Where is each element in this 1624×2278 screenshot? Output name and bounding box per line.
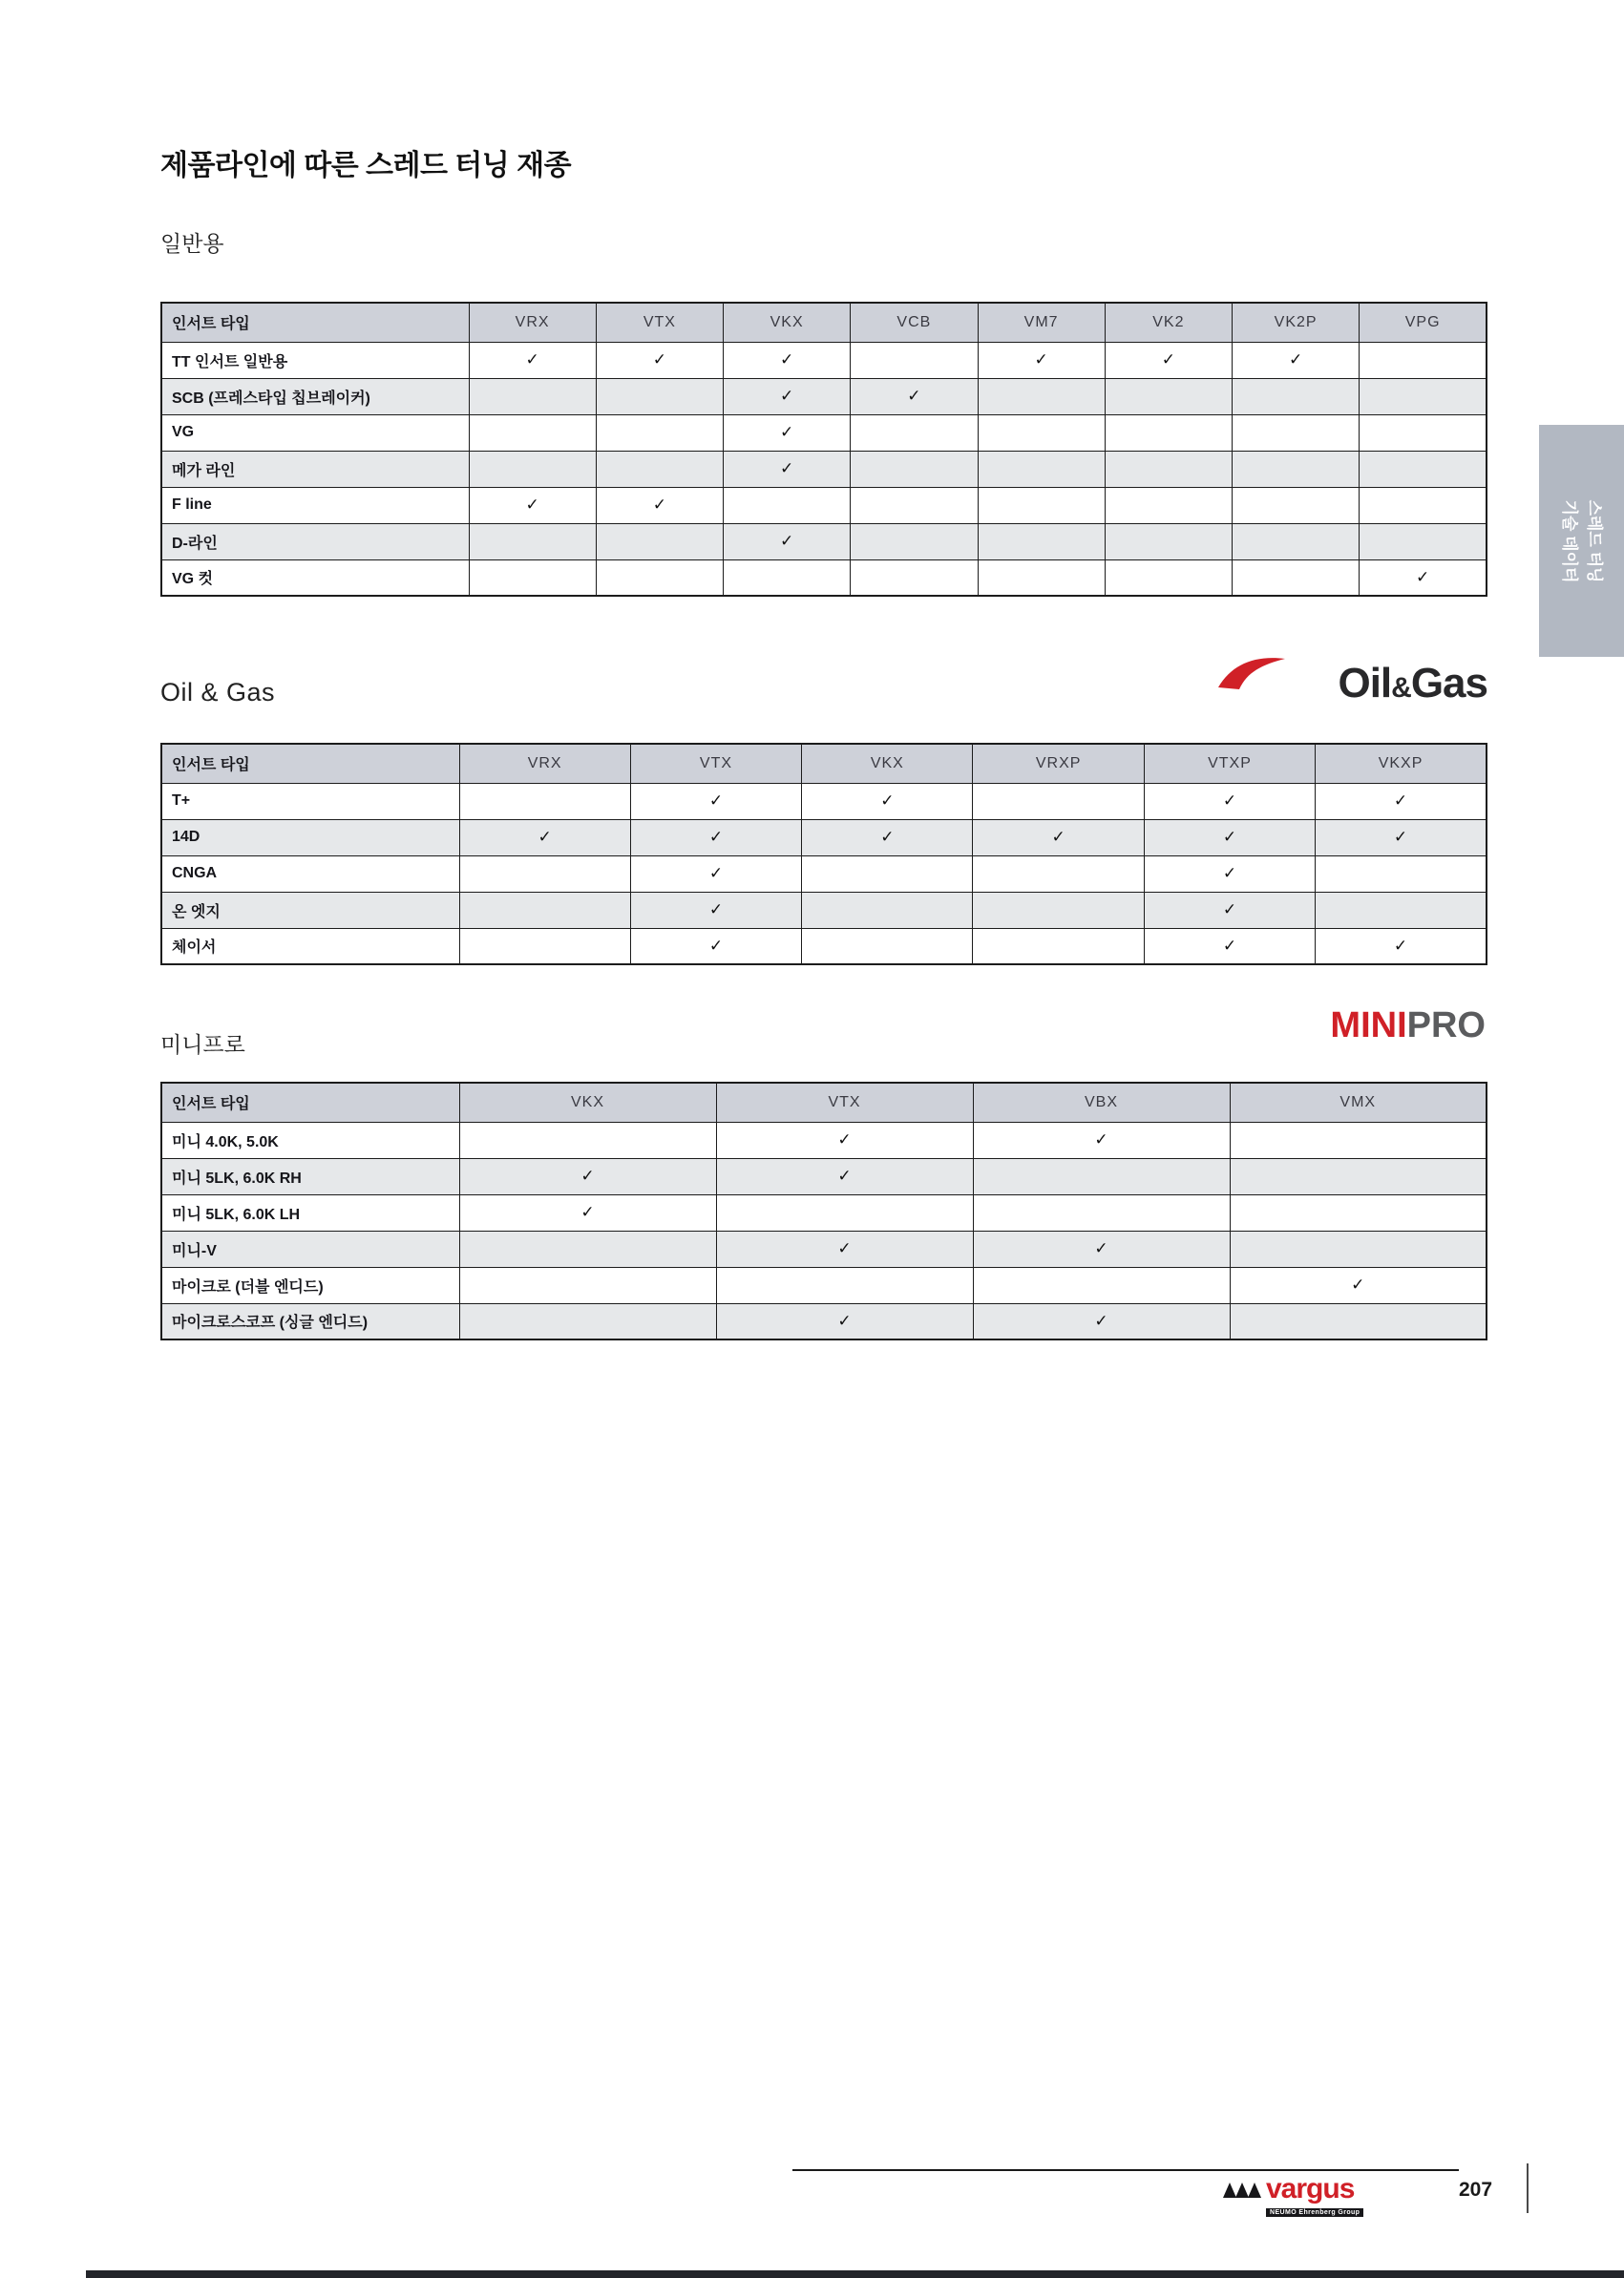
row-label: 미니 5LK, 6.0K RH [161, 1158, 459, 1194]
row-label: 미니 4.0K, 5.0K [161, 1122, 459, 1158]
check-cell: ✓ [724, 342, 851, 378]
column-header-vkx: VKX [459, 1083, 716, 1122]
table-row [161, 1267, 1487, 1303]
table-row [161, 1194, 1487, 1231]
empty-cell [1233, 487, 1360, 523]
empty-cell [596, 378, 723, 414]
section-title-minipro: 미니프로 [160, 1032, 245, 1057]
empty-cell [716, 1194, 973, 1231]
empty-cell [1105, 559, 1232, 596]
empty-cell [978, 414, 1105, 451]
check-cell: ✓ [851, 378, 978, 414]
section-title-oil-gas: Oil & Gas [160, 678, 276, 707]
empty-cell [1233, 451, 1360, 487]
empty-cell [851, 342, 978, 378]
column-header-vtx: VTX [630, 744, 801, 783]
check-cell: ✓ [973, 819, 1144, 855]
table-host-minipro [160, 1082, 1487, 1340]
empty-cell [851, 487, 978, 523]
oil-and-gas-logo [1211, 657, 1487, 714]
empty-cell [1105, 523, 1232, 559]
check-cell: ✓ [973, 1122, 1230, 1158]
empty-cell [1233, 414, 1360, 451]
row-label: CNGA [161, 855, 459, 892]
empty-cell [469, 378, 596, 414]
empty-cell [973, 783, 1144, 819]
empty-cell [459, 1267, 716, 1303]
vargus-sub-label: NEUMO Ehrenberg Group [1266, 2208, 1363, 2217]
column-header-vtx: VTX [596, 303, 723, 342]
check-cell: ✓ [802, 819, 973, 855]
check-cell: ✓ [978, 342, 1105, 378]
page-title: 제품라인에 따른 스레드 터닝 재종 [160, 150, 572, 181]
check-cell: ✓ [459, 819, 630, 855]
empty-cell [1105, 451, 1232, 487]
footer-rule [792, 2169, 1459, 2171]
column-header-vrx: VRX [469, 303, 596, 342]
check-cell: ✓ [716, 1122, 973, 1158]
empty-cell [802, 892, 973, 928]
row-label: VG [161, 414, 469, 451]
empty-cell [459, 1231, 716, 1267]
table-general [160, 302, 1487, 597]
column-header-vkxp: VKXP [1316, 744, 1487, 783]
side-tab-thread-turning-tech-data [1539, 425, 1624, 657]
check-cell: ✓ [1316, 819, 1487, 855]
column-header-vbx: VBX [973, 1083, 1230, 1122]
column-header-vmx: VMX [1230, 1083, 1487, 1122]
column-header-vcb: VCB [851, 303, 978, 342]
row-label: 마이크로스코프 (싱글 엔디드) [161, 1303, 459, 1339]
side-tab-line2: 기술 데이터 [1560, 499, 1579, 582]
side-tab-line1: 스레드 터닝 [1585, 499, 1603, 582]
empty-cell [1360, 487, 1487, 523]
table-row [161, 1122, 1487, 1158]
empty-cell [1233, 559, 1360, 596]
empty-cell [1233, 523, 1360, 559]
empty-cell [978, 559, 1105, 596]
empty-cell [802, 928, 973, 964]
empty-cell [724, 559, 851, 596]
oil-gas-logo-amp: & [1391, 672, 1411, 704]
table-row [161, 892, 1487, 928]
empty-cell [1233, 378, 1360, 414]
row-label: TT 인서트 일반용 [161, 342, 469, 378]
check-cell: ✓ [1144, 928, 1315, 964]
check-cell: ✓ [716, 1158, 973, 1194]
check-cell: ✓ [724, 523, 851, 559]
check-cell: ✓ [724, 414, 851, 451]
minipro-logo [1226, 1004, 1486, 1048]
empty-cell [973, 1194, 1230, 1231]
empty-cell [973, 1267, 1230, 1303]
empty-cell [596, 414, 723, 451]
row-label: 미니-V [161, 1231, 459, 1267]
column-header-vk2: VK2 [1105, 303, 1232, 342]
row-label: 미니 5LK, 6.0K LH [161, 1194, 459, 1231]
column-header-vkx: VKX [724, 303, 851, 342]
table-row [161, 342, 1487, 378]
empty-cell [469, 414, 596, 451]
row-label: T+ [161, 783, 459, 819]
row-label: 체이서 [161, 928, 459, 964]
check-cell: ✓ [716, 1303, 973, 1339]
empty-cell [1105, 414, 1232, 451]
column-header-vrx: VRX [459, 744, 630, 783]
row-label: 14D [161, 819, 459, 855]
empty-cell [716, 1267, 973, 1303]
minipro-logo-part1: MINI [1330, 1005, 1407, 1045]
section-title-general: 일반용 [160, 231, 224, 256]
table-row [161, 855, 1487, 892]
empty-cell [973, 892, 1144, 928]
empty-cell [469, 523, 596, 559]
check-cell: ✓ [1105, 342, 1232, 378]
oil-gas-logo-part2: Gas [1410, 660, 1487, 707]
empty-cell [596, 451, 723, 487]
vargus-triangles-icon [1222, 2181, 1266, 2198]
check-cell: ✓ [469, 487, 596, 523]
empty-cell [1105, 487, 1232, 523]
table-header-row [161, 1083, 1487, 1122]
table-header-row [161, 303, 1487, 342]
check-cell: ✓ [630, 855, 801, 892]
check-cell: ✓ [1360, 559, 1487, 596]
check-cell: ✓ [1144, 819, 1315, 855]
table-host-general [160, 302, 1487, 597]
check-cell: ✓ [1144, 783, 1315, 819]
table-row [161, 1231, 1487, 1267]
table-row [161, 928, 1487, 964]
table-row [161, 1303, 1487, 1339]
vargus-wordmark: vargus [1266, 2173, 1355, 2204]
empty-cell [459, 783, 630, 819]
check-cell: ✓ [630, 892, 801, 928]
empty-cell [802, 855, 973, 892]
check-cell: ✓ [802, 783, 973, 819]
table-row [161, 819, 1487, 855]
row-label: D-라인 [161, 523, 469, 559]
check-cell: ✓ [1144, 892, 1315, 928]
check-cell: ✓ [459, 1158, 716, 1194]
row-label: 마이크로 (더블 엔디드) [161, 1267, 459, 1303]
empty-cell [978, 378, 1105, 414]
empty-cell [1360, 414, 1487, 451]
empty-cell [1230, 1231, 1487, 1267]
empty-cell [851, 414, 978, 451]
check-cell: ✓ [973, 1231, 1230, 1267]
insert-type-header: 인서트 타입 [161, 1083, 459, 1122]
footer-vertical-rule [1527, 2163, 1529, 2213]
oil-gas-swoosh-icon [1216, 653, 1287, 691]
empty-cell [973, 928, 1144, 964]
page-bottom-edge [86, 2270, 1624, 2278]
empty-cell [978, 451, 1105, 487]
row-label: SCB (프레스타입 칩브레이커) [161, 378, 469, 414]
empty-cell [1316, 855, 1487, 892]
empty-cell [1105, 378, 1232, 414]
column-header-vrxp: VRXP [973, 744, 1144, 783]
table-minipro [160, 1082, 1487, 1340]
check-cell: ✓ [1316, 928, 1487, 964]
check-cell: ✓ [1230, 1267, 1487, 1303]
table-row [161, 378, 1487, 414]
check-cell: ✓ [596, 487, 723, 523]
empty-cell [973, 1158, 1230, 1194]
table-row [161, 1158, 1487, 1194]
empty-cell [851, 451, 978, 487]
empty-cell [1230, 1194, 1487, 1231]
check-cell: ✓ [724, 451, 851, 487]
table-row [161, 559, 1487, 596]
empty-cell [459, 1303, 716, 1339]
empty-cell [724, 487, 851, 523]
table-row [161, 414, 1487, 451]
column-header-vm7: VM7 [978, 303, 1105, 342]
empty-cell [1360, 523, 1487, 559]
empty-cell [1230, 1303, 1487, 1339]
table-row [161, 523, 1487, 559]
empty-cell [973, 855, 1144, 892]
row-label: F line [161, 487, 469, 523]
table-host-oil-gas [160, 743, 1487, 965]
column-header-vk2p: VK2P [1233, 303, 1360, 342]
empty-cell [596, 523, 723, 559]
table-row [161, 451, 1487, 487]
minipro-logo-part2: PRO [1406, 1005, 1486, 1045]
empty-cell [851, 559, 978, 596]
check-cell: ✓ [469, 342, 596, 378]
table-header-row [161, 744, 1487, 783]
check-cell: ✓ [716, 1231, 973, 1267]
row-label: 온 엣지 [161, 892, 459, 928]
insert-type-header: 인서트 타입 [161, 303, 469, 342]
check-cell: ✓ [630, 819, 801, 855]
empty-cell [469, 559, 596, 596]
empty-cell [459, 892, 630, 928]
empty-cell [978, 487, 1105, 523]
column-header-vtxp: VTXP [1144, 744, 1315, 783]
empty-cell [978, 523, 1105, 559]
empty-cell [459, 928, 630, 964]
check-cell: ✓ [459, 1194, 716, 1231]
oil-gas-logo-part1: Oil [1338, 660, 1392, 707]
check-cell: ✓ [1144, 855, 1315, 892]
column-header-vkx: VKX [802, 744, 973, 783]
empty-cell [851, 523, 978, 559]
empty-cell [1360, 342, 1487, 378]
check-cell: ✓ [724, 378, 851, 414]
empty-cell [1316, 892, 1487, 928]
check-cell: ✓ [973, 1303, 1230, 1339]
empty-cell [1360, 451, 1487, 487]
empty-cell [459, 1122, 716, 1158]
check-cell: ✓ [630, 783, 801, 819]
page-number: 207 [1459, 2179, 1493, 2201]
check-cell: ✓ [596, 342, 723, 378]
empty-cell [1230, 1122, 1487, 1158]
vargus-logo [1222, 2173, 1405, 2217]
column-header-vpg: VPG [1360, 303, 1487, 342]
check-cell: ✓ [1233, 342, 1360, 378]
empty-cell [1360, 378, 1487, 414]
empty-cell [1230, 1158, 1487, 1194]
table-oil-gas [160, 743, 1487, 965]
column-header-vtx: VTX [716, 1083, 973, 1122]
insert-type-header: 인서트 타입 [161, 744, 459, 783]
empty-cell [459, 855, 630, 892]
row-label: VG 컷 [161, 559, 469, 596]
check-cell: ✓ [630, 928, 801, 964]
row-label: 메가 라인 [161, 451, 469, 487]
empty-cell [469, 451, 596, 487]
empty-cell [596, 559, 723, 596]
check-cell: ✓ [1316, 783, 1487, 819]
table-row [161, 783, 1487, 819]
table-row [161, 487, 1487, 523]
